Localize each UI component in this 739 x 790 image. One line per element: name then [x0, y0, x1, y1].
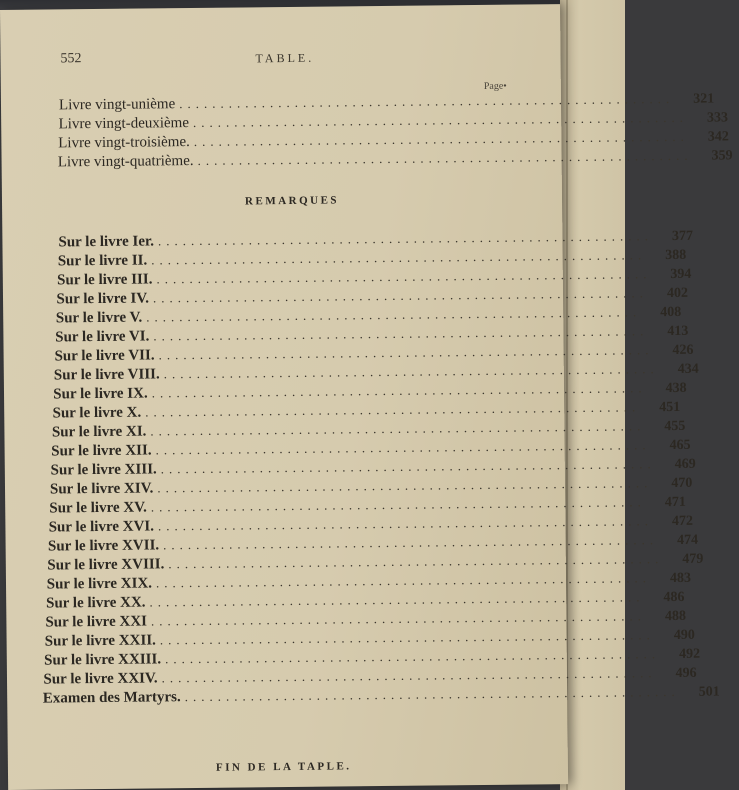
dot-leader: ............................................................	[150, 494, 646, 515]
toc-entry-title: Livre vingt-quatrième.	[57, 152, 194, 171]
toc-entry-title: Sur le livre XI.	[51, 423, 147, 441]
toc-entry-page: 455	[664, 418, 686, 435]
toc-entry-page: 426	[672, 342, 694, 358]
dot-leader: ............................................................	[150, 418, 646, 439]
dot-leader: ............................................................	[153, 323, 649, 344]
toc-entry-page: 402	[666, 285, 689, 302]
dot-leader: ............................................................	[157, 513, 653, 534]
page-number: 552	[60, 51, 82, 67]
toc-entry-title: Examen des Martyrs.	[42, 689, 181, 707]
section-heading: REMARQUES	[244, 194, 340, 208]
toc-entry-page: 408	[660, 304, 682, 321]
toc-entry-page: 474	[677, 532, 699, 548]
dot-leader: ............................................................	[161, 665, 657, 686]
toc-entry-page: 333	[706, 110, 729, 126]
dot-leader: ............................................................	[145, 399, 641, 420]
toc-entry-page: 469	[674, 456, 696, 472]
toc-entry-title: Livre vingt-deuxième	[58, 115, 190, 133]
toc-entry-title: Sur le livre XXIII.	[44, 651, 162, 669]
toc-entry-title: Sur le livre XXII.	[44, 632, 156, 650]
toc-entry	[42, 683, 720, 708]
toc-entry	[57, 147, 733, 172]
toc-entry-page: 490	[673, 627, 695, 643]
dot-leader: ............................................................	[164, 646, 661, 667]
toc-entry-page: 377	[671, 228, 694, 244]
toc-entry-title: Sur le livre V.	[55, 309, 143, 327]
dot-leader: ............................................................	[168, 551, 664, 572]
toc-entry-page: 434	[677, 361, 699, 377]
toc-entry-title: Sur le livre II.	[57, 252, 148, 270]
toc-entry-title: Sur le livre XIV.	[49, 480, 154, 498]
dot-leader: ............................................................	[152, 285, 649, 306]
toc-entry-page: 451	[659, 399, 681, 416]
toc-entry-page: 486	[663, 589, 685, 606]
dot-leader: ............................................................	[146, 304, 642, 325]
toc-entry-title: Sur le livre X.	[52, 404, 142, 422]
dot-leader: ............................................................	[163, 532, 659, 553]
toc-entry-title: Sur le livre XVIII.	[47, 556, 165, 574]
toc-entry-title: Sur le livre XVI.	[48, 518, 155, 536]
toc-entry-page: 472	[671, 513, 694, 529]
dot-leader: ............................................................	[150, 608, 646, 629]
toc-entry-page: 488	[664, 608, 686, 625]
toc-entry-page: 483	[669, 570, 692, 587]
toc-entry-title: Sur le livre III.	[57, 271, 153, 289]
toc-entry-title: Sur le livre VII.	[54, 347, 155, 365]
dot-leader: ............................................................	[179, 90, 675, 112]
dot-leader: ............................................................	[151, 247, 647, 268]
toc-entry-page: 470	[671, 475, 693, 491]
toc-entry-page: 394	[670, 266, 692, 282]
toc-entry-page: 471	[664, 494, 686, 511]
dot-leader: ............................................................	[193, 128, 689, 149]
dot-leader: ............................................................	[184, 683, 680, 705]
footer-text: FIN DE LA TAPLE.	[215, 760, 352, 774]
toc-entry-title: Sur le livre XV.	[49, 499, 147, 517]
toc-entry-page: 479	[682, 551, 704, 567]
dot-leader: ............................................................	[157, 475, 653, 496]
toc-entry-page: 465	[669, 437, 691, 454]
toc-entry-page: 342	[707, 129, 729, 145]
dot-leader: ............................................................	[159, 627, 655, 648]
dot-leader: ............................................................	[163, 361, 659, 382]
book-page	[0, 4, 733, 790]
toc-entry-page: 492	[678, 646, 701, 662]
dot-leader: ............................................................	[151, 380, 647, 401]
toc-entry-title: Sur le livre Ier.	[58, 233, 155, 251]
dot-leader: ............................................................	[197, 147, 693, 168]
toc-entry-title: Sur le livre IV.	[56, 290, 150, 308]
toc-entry-page: 388	[665, 247, 687, 264]
dot-leader: ............................................................	[149, 589, 645, 610]
toc-entry-title: Sur le livre VI.	[55, 328, 150, 346]
toc-entry-page: 501	[698, 684, 720, 700]
toc-entry-page: 438	[665, 380, 687, 397]
toc-entry-page: 321	[693, 91, 715, 107]
page-column-label: Page•	[483, 80, 507, 92]
toc-entry-page: 413	[667, 323, 689, 340]
toc-entry-title: Sur le livre XIX.	[46, 575, 153, 593]
toc-entry-page: 496	[675, 665, 697, 681]
toc-entry-title: Sur le livre XX.	[45, 594, 146, 612]
toc-entry-title: Sur le livre XII.	[51, 442, 152, 460]
dot-leader: ............................................................	[192, 109, 689, 130]
toc-entry-title: Livre vingt-troisième.	[58, 134, 190, 152]
toc-entry-title: Livre vingt-unième	[58, 96, 176, 114]
dot-leader: ............................................................	[156, 266, 652, 287]
dot-leader: ............................................................	[158, 342, 654, 363]
page-header	[60, 47, 520, 72]
running-title: TABLE.	[255, 50, 315, 66]
toc-entry-title: Sur le livre XIII.	[50, 461, 157, 479]
dot-leader: ............................................................	[160, 456, 656, 477]
toc-entry-title: Sur le livre VIII.	[53, 366, 160, 384]
toc-entry-title: Sur le livre XXI	[45, 613, 148, 631]
dot-leader: ............................................................	[155, 437, 651, 458]
toc-entry-title: Sur le livre XVII.	[47, 537, 160, 555]
dot-leader: ............................................................	[157, 228, 654, 249]
toc-entry-page: 359	[711, 148, 733, 164]
toc-entry-title: Sur le livre IX.	[53, 385, 148, 403]
toc-entry-title: Sur le livre XXIV.	[43, 670, 158, 688]
dot-leader: ............................................................	[155, 570, 652, 591]
